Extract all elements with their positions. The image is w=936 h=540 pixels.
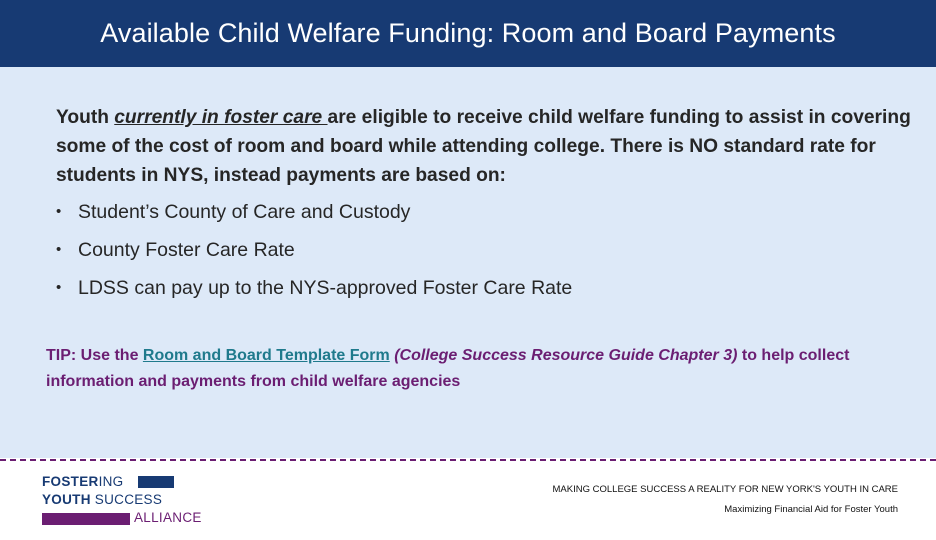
intro-text-start: Youth xyxy=(56,107,115,128)
slide-title: Available Child Welfare Funding: Room and Board Payments xyxy=(100,18,836,48)
footer-subtitle: Maximizing Financial Aid for Foster Youth xyxy=(724,504,898,515)
logo-text: SUCCESS xyxy=(90,492,163,507)
tip-paragraph xyxy=(46,343,906,395)
logo-text: ALLIANCE xyxy=(134,510,202,525)
logo-bar-blue xyxy=(138,476,174,488)
bullet-icon: • xyxy=(56,203,62,220)
logo-bar-purple xyxy=(42,513,130,525)
list-item xyxy=(56,237,572,275)
list-item-text: LDSS can pay up to the NYS-approved Foster Care Rate xyxy=(78,277,573,299)
list-item xyxy=(56,199,572,237)
tip-suffix: to help collect information and payments from child welfare agencies xyxy=(46,347,850,390)
tip-prefix: TIP: Use the xyxy=(46,347,143,364)
intro-text-end: are eligible to receive child welfare funding to assist in covering some of the cost of room and board while attending college. There is NO standard rate for students in NYS, instead payments are based on: xyxy=(56,107,911,186)
criteria-list xyxy=(56,199,572,313)
slide-content xyxy=(0,67,936,458)
fysa-logo xyxy=(42,472,202,528)
logo-text: YOUTH xyxy=(42,492,91,507)
logo-text: FOSTER xyxy=(42,474,99,489)
list-item-text: County Foster Care Rate xyxy=(78,239,295,261)
bullet-icon: • xyxy=(56,279,62,296)
logo-line-1 xyxy=(42,474,123,489)
logo-line-2 xyxy=(42,492,162,507)
intro-emphasis: currently in foster care xyxy=(114,107,328,128)
room-board-form-link[interactable]: Room and Board Template Form xyxy=(142,347,390,364)
logo-text: ING xyxy=(98,474,124,489)
bullet-icon: • xyxy=(56,241,62,258)
list-item xyxy=(56,275,572,313)
intro-paragraph xyxy=(56,103,916,190)
logo-line-3 xyxy=(134,510,202,525)
tip-guide-reference: (College Success Resource Guide Chapter 3) xyxy=(389,347,738,364)
footer-divider xyxy=(0,459,936,461)
footer-tagline: MAKING COLLEGE SUCCESS A REALITY FOR NEW YORK'S YOUTH IN CARE xyxy=(552,484,898,495)
list-item-text: Student’s County of Care and Custody xyxy=(78,201,411,223)
slide-header xyxy=(0,0,936,67)
footer-text xyxy=(553,480,898,520)
